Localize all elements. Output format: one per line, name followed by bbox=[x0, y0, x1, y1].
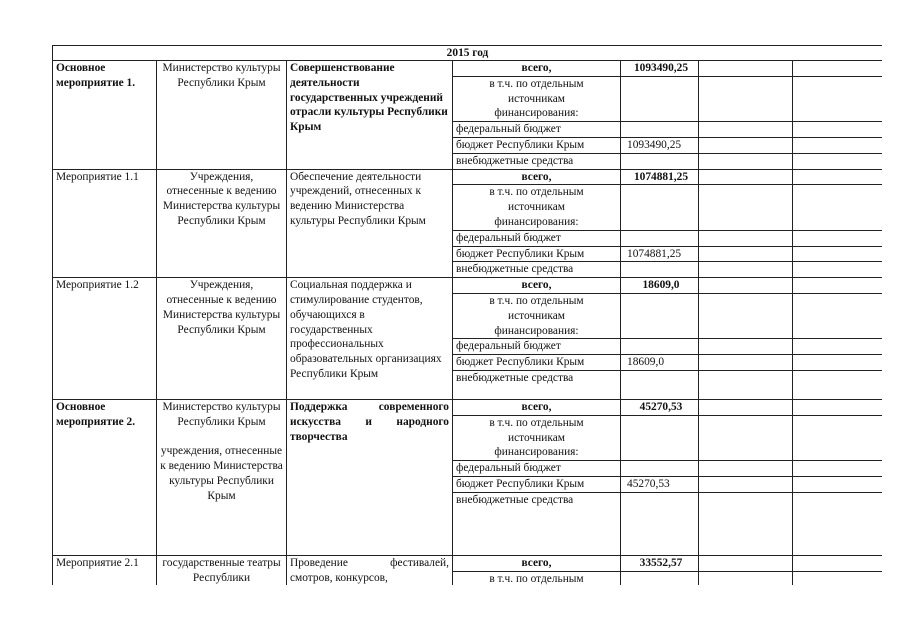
crimea-amount: 1074881,25 bbox=[621, 246, 699, 262]
empty-cell bbox=[793, 415, 883, 460]
executor-cell: государственные театры Республики bbox=[157, 555, 287, 585]
source-federal-label: федеральный бюджет bbox=[453, 230, 621, 246]
empty-cell bbox=[793, 246, 883, 262]
incl-line: в т.ч. по отдельным bbox=[489, 186, 584, 199]
empty-cell bbox=[699, 153, 793, 169]
table-row bbox=[53, 399, 883, 415]
empty-cell bbox=[699, 122, 793, 138]
activity-name: Мероприятие 2.1 bbox=[53, 555, 157, 585]
empty-cell bbox=[621, 230, 699, 246]
empty-cell bbox=[793, 230, 883, 246]
source-crimea-label: бюджет Республики Крым bbox=[453, 355, 621, 371]
source-including-label bbox=[453, 76, 621, 121]
empty-cell bbox=[621, 185, 699, 230]
empty-cell bbox=[793, 492, 883, 555]
source-federal-label: федеральный бюджет bbox=[453, 122, 621, 138]
crimea-amount: 45270,53 bbox=[621, 476, 699, 492]
table-row bbox=[53, 555, 883, 571]
empty-cell bbox=[793, 293, 883, 338]
empty-cell bbox=[621, 153, 699, 169]
table-row bbox=[53, 169, 883, 185]
incl-line: в т.ч. по отдельным bbox=[489, 77, 584, 90]
source-total-label: всего, bbox=[453, 278, 621, 294]
empty-cell bbox=[793, 122, 883, 138]
activity-name: Мероприятие 1.1 bbox=[53, 169, 157, 278]
empty-cell bbox=[621, 339, 699, 355]
empty-cell bbox=[621, 370, 699, 399]
total-amount: 33552,57 bbox=[621, 555, 699, 571]
empty-cell bbox=[699, 355, 793, 371]
empty-cell bbox=[793, 339, 883, 355]
activity-title: Проведение фестивалей, смотров, конкурсов, bbox=[287, 555, 453, 585]
empty-cell bbox=[621, 571, 699, 585]
source-total-label: всего, bbox=[453, 399, 621, 415]
source-extra-label: внебюджетные средства bbox=[453, 492, 621, 555]
empty-cell bbox=[793, 76, 883, 121]
empty-cell bbox=[699, 461, 793, 477]
executor-main: Министерство культуры Республики Крым bbox=[162, 400, 281, 428]
executor-cell: Учреждения, отнесенные к ведению Министерства культуры Республики Крым bbox=[157, 169, 287, 278]
empty-cell bbox=[699, 246, 793, 262]
incl-line: финансирования: bbox=[494, 215, 579, 228]
source-crimea-label: бюджет Республики Крым bbox=[453, 246, 621, 262]
incl-line: финансирования: bbox=[494, 446, 579, 459]
source-including-label: в т.ч. по отдельным bbox=[453, 571, 621, 585]
source-total-label: всего, bbox=[453, 61, 621, 77]
empty-cell bbox=[621, 76, 699, 121]
source-crimea-label: бюджет Республики Крым bbox=[453, 137, 621, 153]
empty-cell bbox=[699, 230, 793, 246]
funding-table bbox=[52, 45, 882, 585]
empty-cell bbox=[621, 492, 699, 555]
crimea-amount: 1093490,25 bbox=[621, 137, 699, 153]
empty-cell bbox=[699, 555, 793, 571]
table-row bbox=[53, 61, 883, 77]
empty-cell bbox=[793, 461, 883, 477]
executor-extra: учреждения, отнесенные к ведению Министерства культуры Республики Крым bbox=[160, 445, 283, 502]
activity-title: Обеспечение деятельности учреждений, отнесенных к ведению Министерства культуры Республики Крым bbox=[287, 169, 453, 278]
source-including-label bbox=[453, 293, 621, 338]
empty-cell bbox=[699, 571, 793, 585]
empty-cell bbox=[699, 399, 793, 415]
empty-cell bbox=[699, 278, 793, 294]
total-amount: 1074881,25 bbox=[621, 169, 699, 185]
executor-cell bbox=[157, 399, 287, 555]
incl-line: финансирования: bbox=[494, 107, 579, 120]
incl-line: в т.ч. по отдельным bbox=[489, 294, 584, 307]
executor-cell: Учреждения, отнесенные к ведению Министерства культуры Республики Крым bbox=[157, 278, 287, 400]
empty-cell bbox=[699, 370, 793, 399]
empty-cell bbox=[621, 415, 699, 460]
source-extra-label: внебюджетные средства bbox=[453, 153, 621, 169]
empty-cell bbox=[699, 476, 793, 492]
total-amount: 45270,53 bbox=[621, 399, 699, 415]
empty-cell bbox=[793, 169, 883, 185]
empty-cell bbox=[793, 61, 883, 77]
activity-name: Мероприятие 1.2 bbox=[53, 278, 157, 400]
incl-line: источникам bbox=[508, 92, 565, 105]
incl-line: финансирования: bbox=[494, 324, 579, 337]
incl-line: источникам bbox=[508, 431, 565, 444]
budget-document bbox=[52, 45, 882, 585]
incl-line: в т.ч. по отдельным bbox=[489, 416, 584, 429]
source-total-label: всего, bbox=[453, 169, 621, 185]
empty-cell bbox=[621, 262, 699, 278]
empty-cell bbox=[699, 169, 793, 185]
empty-cell bbox=[621, 122, 699, 138]
source-extra-label: внебюджетные средства bbox=[453, 262, 621, 278]
empty-cell bbox=[793, 185, 883, 230]
source-total-label: всего, bbox=[453, 555, 621, 571]
activity-name: Основное мероприятие 1. bbox=[53, 61, 157, 170]
empty-cell bbox=[699, 492, 793, 555]
empty-cell bbox=[699, 293, 793, 338]
empty-cell bbox=[793, 262, 883, 278]
empty-cell bbox=[699, 76, 793, 121]
source-including-label bbox=[453, 415, 621, 460]
empty-cell bbox=[621, 461, 699, 477]
empty-cell bbox=[793, 278, 883, 294]
empty-cell bbox=[793, 399, 883, 415]
total-amount: 1093490,25 bbox=[621, 61, 699, 77]
activity-name: Основное мероприятие 2. bbox=[53, 399, 157, 555]
empty-cell bbox=[699, 137, 793, 153]
executor-cell: Министерство культуры Республики Крым bbox=[157, 61, 287, 170]
empty-cell bbox=[793, 355, 883, 371]
year-title: 2015 год bbox=[53, 46, 883, 61]
incl-line: источникам bbox=[508, 201, 565, 214]
activity-title: Совершенствование деятельности государственных учреждений отрасли культуры Республики Крым bbox=[287, 61, 453, 170]
empty-cell bbox=[793, 571, 883, 585]
activity-title: Социальная поддержка и стимулирование студентов, обучающихся в государственных профессиональных образовательных организациях Республики Крым bbox=[287, 278, 453, 400]
empty-cell bbox=[621, 293, 699, 338]
empty-cell bbox=[793, 137, 883, 153]
source-federal-label: федеральный бюджет bbox=[453, 339, 621, 355]
source-extra-label: внебюджетные средства bbox=[453, 370, 621, 399]
crimea-amount: 18609,0 bbox=[621, 355, 699, 371]
empty-cell bbox=[793, 153, 883, 169]
total-amount: 18609,0 bbox=[621, 278, 699, 294]
empty-cell bbox=[699, 415, 793, 460]
empty-cell bbox=[793, 476, 883, 492]
empty-cell bbox=[793, 555, 883, 571]
empty-cell bbox=[699, 339, 793, 355]
source-federal-label: федеральный бюджет bbox=[453, 461, 621, 477]
empty-cell bbox=[699, 262, 793, 278]
empty-cell bbox=[699, 185, 793, 230]
source-including-label bbox=[453, 185, 621, 230]
table-row bbox=[53, 278, 883, 294]
empty-cell bbox=[699, 61, 793, 77]
incl-line: источникам bbox=[508, 309, 565, 322]
empty-cell bbox=[793, 370, 883, 399]
source-crimea-label: бюджет Республики Крым bbox=[453, 476, 621, 492]
year-row bbox=[53, 46, 883, 61]
activity-title: Поддержка современного искусства и народного творчества bbox=[287, 399, 453, 555]
